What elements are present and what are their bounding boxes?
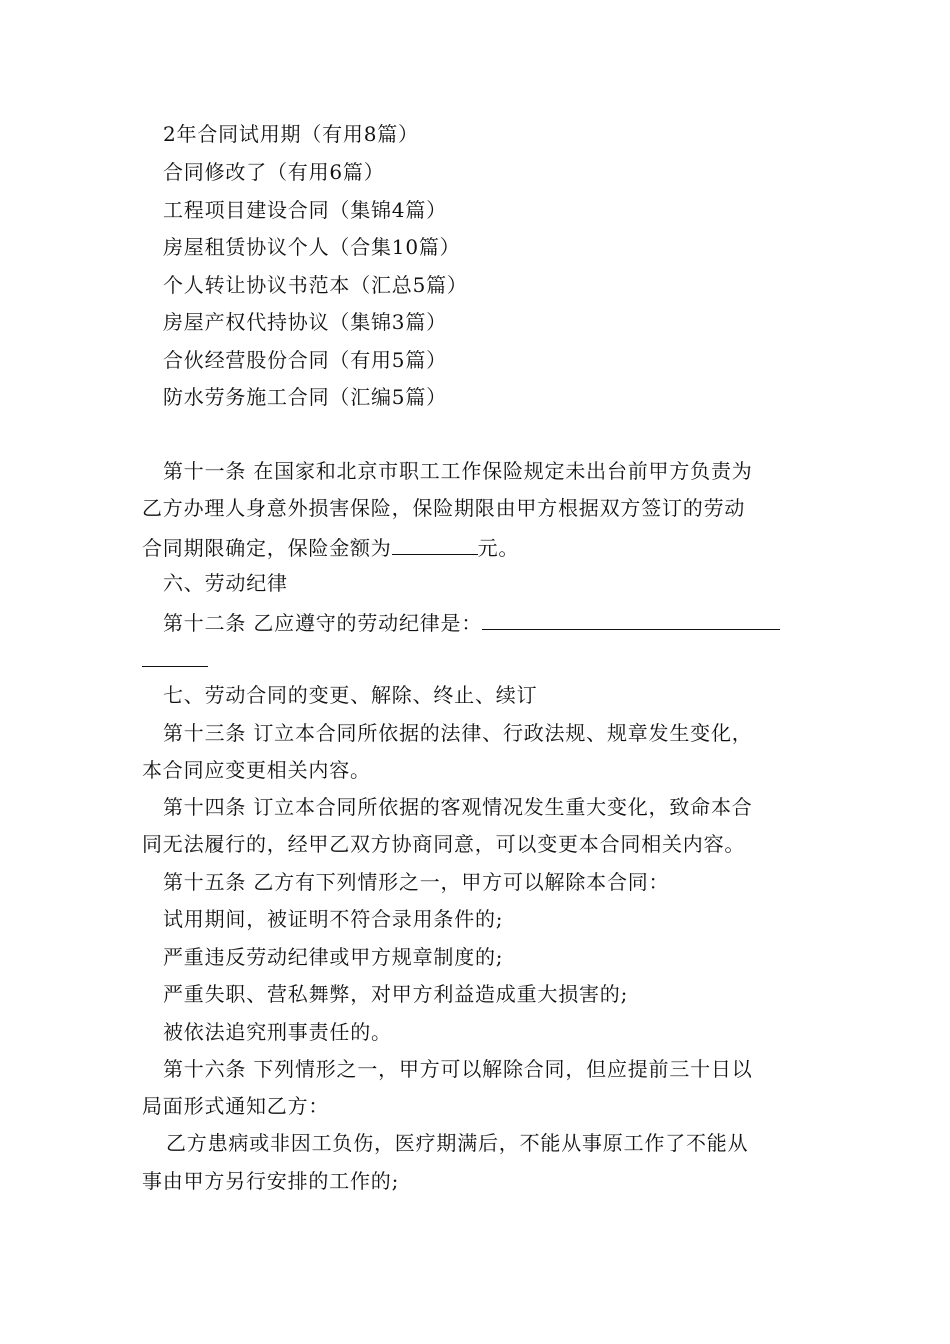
- list-item: 试用期间，被证明不符合录用条件的;: [163, 907, 504, 931]
- list-item: 被依法追究刑事责任的。: [163, 1020, 392, 1044]
- article-11-text: 合同期限确定，保险金额为: [142, 536, 392, 560]
- related-link[interactable]: 房屋租赁协议个人（合集10篇）: [163, 235, 461, 259]
- related-link[interactable]: 工程项目建设合同（集锦4篇）: [163, 198, 447, 222]
- article-12-line: [0, 644, 950, 672]
- article-13-line: 本合同应变更相关内容。: [142, 758, 371, 782]
- section-heading: 七、劳动合同的变更、解除、终止、续订: [163, 683, 538, 707]
- related-link[interactable]: 个人转让协议书范本（汇总5篇）: [163, 273, 468, 297]
- article-11-line: 乙方办理人身意外损害保险，保险期限由甲方根据双方签订的劳动: [142, 496, 746, 520]
- discipline-blank: [142, 644, 208, 667]
- article-14-line: 同无法履行的，经甲乙双方协商同意，可以变更本合同相关内容。: [142, 832, 746, 856]
- article-16-line: 第十六条 下列情形之一，甲方可以解除合同，但应提前三十日以: [163, 1057, 753, 1081]
- article-13-line: 第十三条 订立本合同所依据的法律、行政法规、规章发生变化，: [163, 721, 753, 745]
- article-12-line: [0, 607, 950, 635]
- amount-blank: [392, 532, 478, 555]
- related-link[interactable]: 房屋产权代持协议（集锦3篇）: [163, 310, 447, 334]
- list-item: 严重失职、营私舞弊，对甲方利益造成重大损害的;: [163, 982, 629, 1006]
- list-item: 乙方患病或非因工负伤，医疗期满后，不能从事原工作了不能从: [166, 1131, 749, 1155]
- article-11-line: 第十一条 在国家和北京市职工工作保险规定未出台前甲方负责为: [163, 459, 753, 483]
- list-item: 事由甲方另行安排的工作的;: [142, 1169, 400, 1193]
- article-11-line: [0, 532, 950, 560]
- related-link[interactable]: 防水劳务施工合同（汇编5篇）: [163, 385, 447, 409]
- list-item: 严重违反劳动纪律或甲方规章制度的;: [163, 945, 504, 969]
- discipline-blank: [482, 607, 780, 630]
- article-14-line: 第十四条 订立本合同所依据的客观情况发生重大变化，致命本合: [163, 795, 753, 819]
- section-heading: 六、劳动纪律: [163, 571, 288, 595]
- article-12-text: 第十二条 乙应遵守的劳动纪律是：: [163, 611, 483, 635]
- related-link[interactable]: 合伙经营股份合同（有用5篇）: [163, 348, 447, 372]
- article-15-line: 第十五条 乙方有下列情形之一，甲方可以解除本合同：: [163, 870, 670, 894]
- related-link[interactable]: 2年合同试用期（有用8篇）: [163, 122, 419, 146]
- article-11-text: 元。: [477, 536, 520, 560]
- article-16-line: 局面形式通知乙方：: [142, 1094, 330, 1118]
- related-link[interactable]: 合同修改了（有用6篇）: [163, 160, 385, 184]
